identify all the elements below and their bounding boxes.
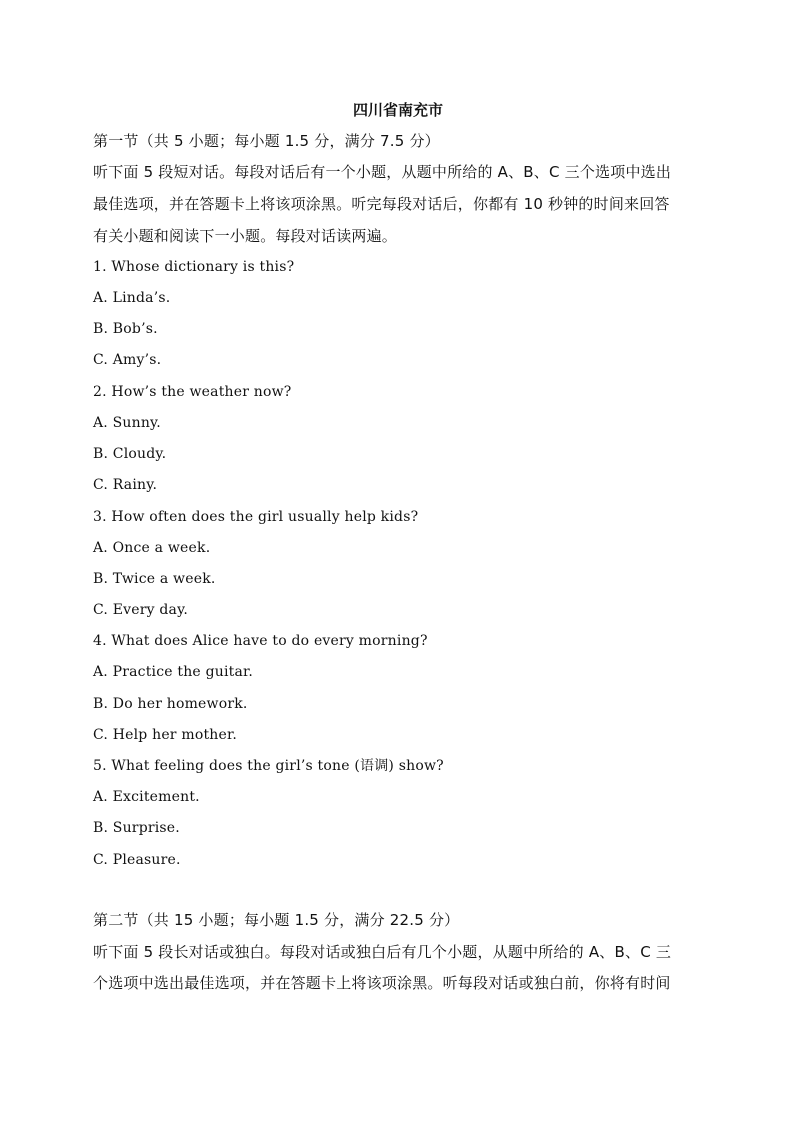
section1-header: 第一节（共 5 小题；每小题 1.5 分，满分 7.5 分）: [93, 132, 440, 150]
question-3-stem: 3. How often does the girl usually help kids?: [93, 509, 419, 525]
question-3-option-c: C. Every day.: [93, 602, 188, 618]
question-3-option-b: B. Twice a week.: [93, 571, 216, 587]
question-5-stem: 5. What feeling does the girl’s tone (语调) show?: [93, 758, 444, 774]
question-4-option-c: C. Help her mother.: [93, 727, 237, 743]
page-title: 四川省南充市: [352, 101, 443, 119]
question-5-option-a: A. Excitement.: [93, 789, 200, 805]
question-2-option-b: B. Cloudy.: [93, 446, 167, 462]
question-1-stem: 1. Whose dictionary is this?: [93, 259, 295, 275]
section1-instruction-line: 听下面 5 段短对话。每段对话后有一个小题，从题中所给的 A、B、C 三个选项中选出: [93, 163, 672, 181]
section1-instruction-line: 有关小题和阅读下一小题。每段对话读两遍。: [93, 227, 398, 245]
question-2-option-a: A. Sunny.: [93, 415, 161, 431]
section1-instruction-line: 最佳选项，并在答题卡上将该项涂黑。听完每段对话后，你都有 10 秒钟的时间来回答: [93, 195, 670, 213]
section2-instruction-line: 个选项中选出最佳选项，并在答题卡上将该项涂黑。听每段对话或独白前，你将有时间: [93, 974, 671, 992]
section2-header: 第二节（共 15 小题；每小题 1.5 分，满分 22.5 分）: [93, 911, 460, 929]
question-4-option-b: B. Do her homework.: [93, 696, 248, 712]
question-3-option-a: A. Once a week.: [93, 540, 211, 556]
question-1-option-b: B. Bob’s.: [93, 321, 158, 337]
question-1-option-a: A. Linda’s.: [93, 290, 171, 306]
question-1-option-c: C. Amy’s.: [93, 352, 162, 368]
question-5-option-b: B. Surprise.: [93, 820, 180, 836]
section2-instruction-line: 听下面 5 段长对话或独白。每段对话或独白后有几个小题，从题中所给的 A、B、C 三: [93, 943, 672, 961]
question-4-stem: 4. What does Alice have to do every morning?: [93, 633, 428, 649]
question-5-option-c: C. Pleasure.: [93, 852, 181, 868]
question-2-option-c: C. Rainy.: [93, 477, 158, 493]
question-2-stem: 2. How’s the weather now?: [93, 384, 292, 400]
question-4-option-a: A. Practice the guitar.: [93, 664, 254, 680]
